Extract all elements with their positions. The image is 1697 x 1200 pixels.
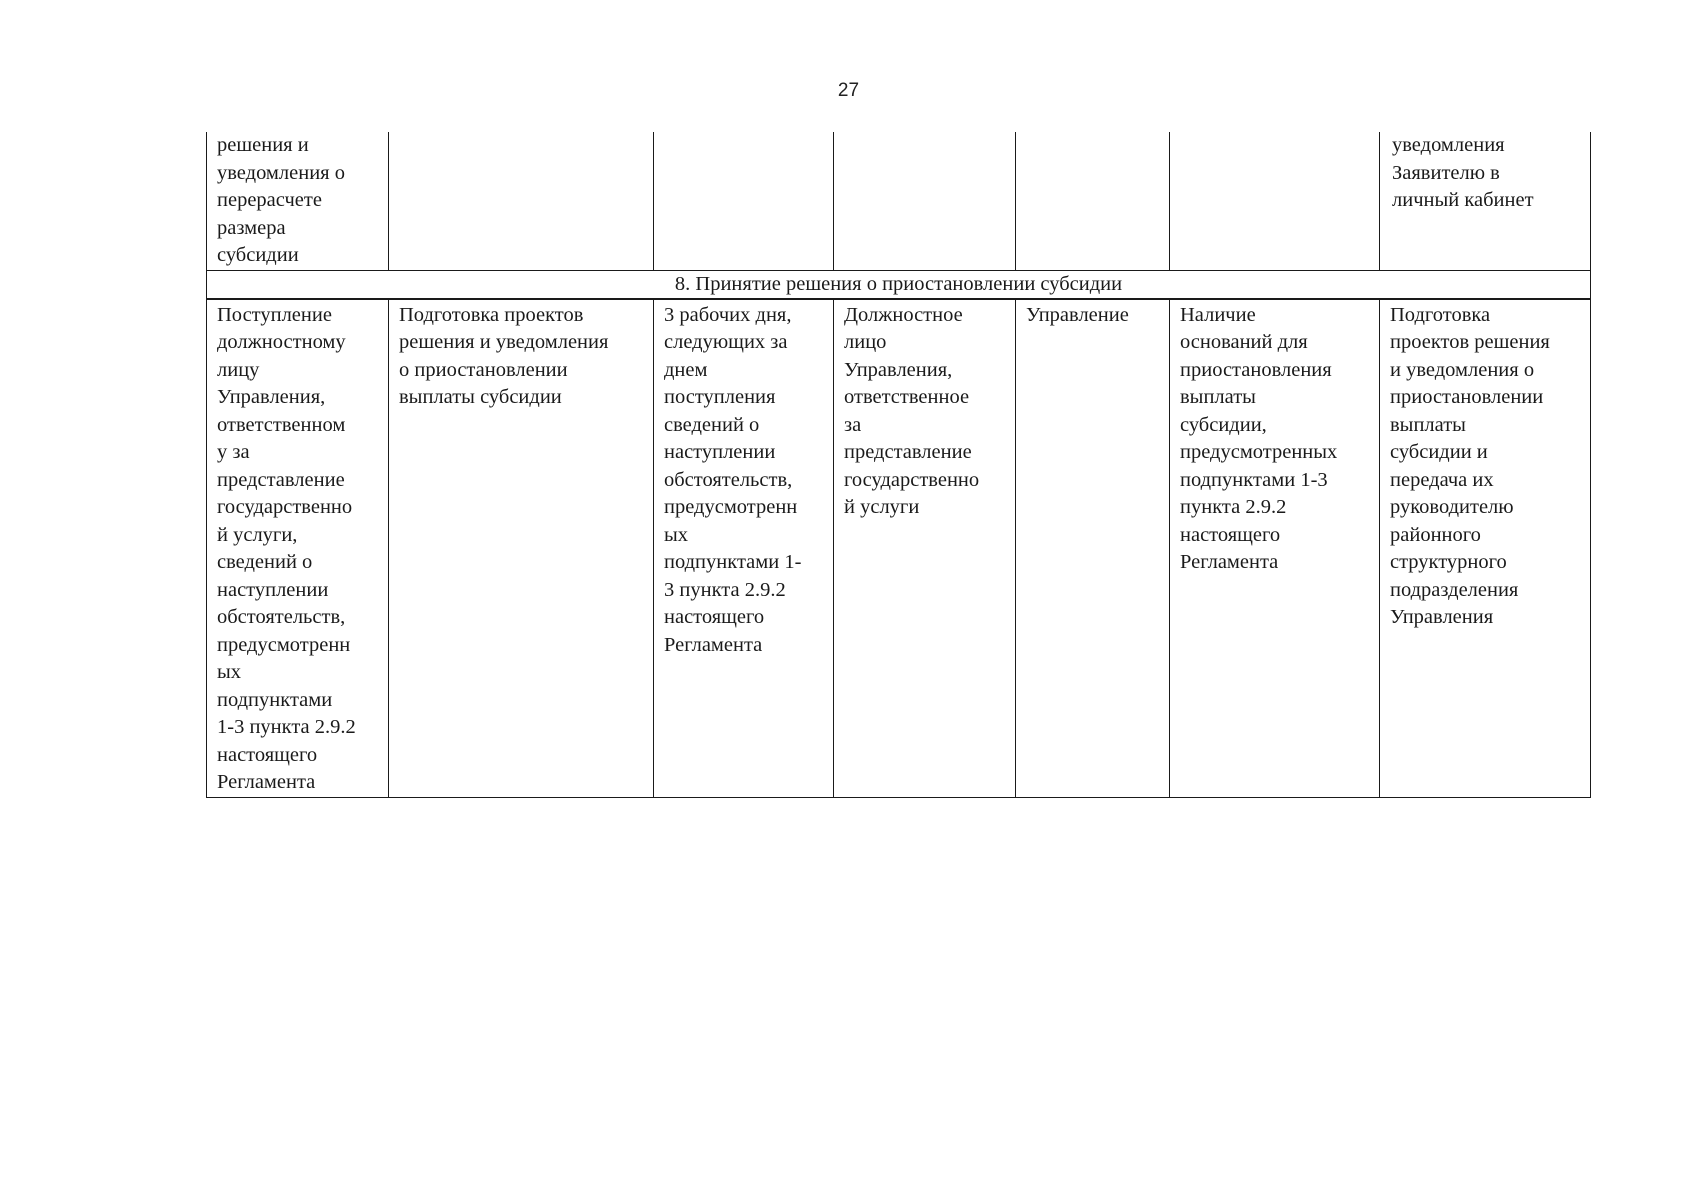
table-cell (834, 299, 1016, 798)
cell-text: Управление (1026, 303, 1129, 326)
table-cell (207, 299, 389, 798)
table-cell (654, 132, 834, 270)
cell-text: Наличие оснований для приостановления выплаты субсидии, предусмотренных подпунктами 1-3 пункта 2.9.2 настоящего Регламента (1180, 303, 1338, 573)
table-cell (1380, 132, 1591, 270)
cell-text: Подготовка проектов решения и уведомления о приостановлении выплаты субсидии (399, 303, 609, 408)
table-cell (834, 132, 1016, 270)
table-row (207, 299, 1591, 798)
section-row (207, 270, 1591, 299)
table-cell (654, 299, 834, 798)
continued-row (207, 132, 1591, 270)
table-cell (1170, 299, 1380, 798)
cell-text: решения и уведомления о перерасчете размера субсидии (217, 134, 345, 266)
table-cell (1016, 299, 1170, 798)
cell-text: Должностное лицо Управления, ответственное за представление государственно й услуги (844, 303, 980, 518)
page-number: 27 (837, 80, 860, 101)
cell-text: Подготовка проектов решения и уведомления о приостановлении выплаты субсидии и передача их руководителю районного структурного подразделения Управления (1390, 303, 1550, 628)
section-heading: 8. Принятие решения о приостановлении субсидии (207, 270, 1591, 299)
cell-text: 3 рабочих дня, следующих за днем поступления сведений о наступлении обстоятельств, предусмотренн ых подпунктами 1- 3 пункта 2.9.2 настоящего Регламента (664, 303, 802, 656)
table-cell (1380, 299, 1591, 798)
table-cell (207, 132, 389, 270)
table-cell (389, 132, 654, 270)
cell-text: уведомления Заявителю в личный кабинет (1392, 134, 1534, 211)
table-cell (1016, 132, 1170, 270)
table-cell (389, 299, 654, 798)
regulation-table (206, 132, 1591, 798)
table-cell (1170, 132, 1380, 270)
cell-text: Поступление должностному лицу Управления, ответственном у за представление государственно й услуги, сведений о наступлении обстоятельств, предусмотренн ых подпунктами 1-3 пункта 2.9.2 настоящего Регламента (217, 303, 356, 793)
